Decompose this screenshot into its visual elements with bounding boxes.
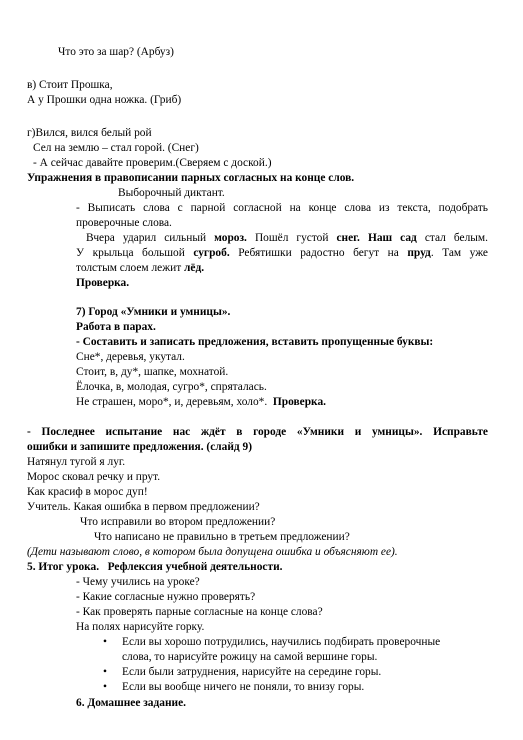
exercise-heading: Упражнения в правописании парных согласных на конце слов.	[27, 172, 355, 184]
draw-hill-instruction: На полях нарисуйте горку.	[76, 621, 205, 633]
riddle-g-line2: Сел на землю – стал горой. (Снег)	[33, 142, 199, 154]
text-segment: толстым слоем лежит	[76, 262, 185, 274]
error-sentence-1: Натянул тугой я луг.	[27, 456, 126, 468]
riddle-v-line2: А у Прошки одна ножка. (Гриб)	[27, 94, 182, 106]
sentence-4-text: Не страшен, моро*, и, деревьям, холо*.	[76, 396, 268, 408]
exercise-check-label: Проверка.	[76, 277, 130, 289]
word-sugrob: сугроб.	[193, 247, 230, 259]
word-sneg: снег.	[336, 232, 360, 244]
sentence-2: Стоит, в, ду*, шапке, мохнатой.	[76, 366, 229, 378]
bullet-icon: •	[103, 666, 107, 678]
dictation-title: Выборочный диктант.	[118, 187, 225, 199]
riddle-check-line: - А сейчас давайте проверим.(Сверяем с доской.)	[33, 157, 272, 169]
word-moroz: мороз.	[214, 232, 247, 244]
text-segment: Вчера ударил сильный	[86, 232, 215, 244]
text-segment: Ребятишки радостно бегут на	[229, 247, 408, 259]
riddle-answer-line: Что это за шар? (Арбуз)	[58, 46, 174, 58]
dictation-text-line1	[76, 231, 488, 246]
task-line2: проверочные слова.	[76, 217, 172, 229]
reflection-item-1-line1: Если вы хорошо потрудились, научились подбирать проверочные	[122, 636, 441, 648]
task-line1: - Выписать слова с парной согласной на конце слова из текста, подобрать	[76, 202, 488, 214]
reflection-item-1-line2: слова, то нарисуйте рожицу на самой вершине горы.	[122, 651, 378, 663]
text-segment: У крыльца большой	[76, 247, 194, 259]
word-sad: Наш сад	[367, 232, 417, 244]
word-prud: пруд	[407, 247, 431, 259]
summary-heading	[27, 560, 282, 575]
city-title: 7) Город «Умники и умницы».	[76, 306, 231, 318]
dictation-text-line2	[76, 246, 488, 261]
sentence-3: Ёлочка, в, молодая, сугро*, спряталась.	[76, 381, 267, 393]
summary-question-2: - Какие согласные нужно проверять?	[76, 591, 256, 603]
pairs-work-label: Работа в парах.	[76, 321, 156, 333]
teacher-question-2: Что исправили во втором предложении?	[80, 516, 276, 528]
summary-question-3: - Как проверять парные согласные на конце слова?	[76, 606, 323, 618]
text-segment: Пошёл густой	[246, 232, 337, 244]
summary-question-1: - Чему учились на уроке?	[76, 576, 200, 588]
teacher-question-3: Что написано не правильно в третьем предложении?	[94, 531, 350, 543]
sentence-1: Сне*, деревья, укутал.	[76, 351, 185, 363]
riddle-v-line1: в) Стоит Прошка,	[27, 79, 113, 91]
summary-heading-text: Рефлексия учебной деятельности.	[107, 561, 283, 573]
bullet-icon: •	[103, 681, 107, 693]
sentence-4-check: Проверка.	[272, 396, 326, 408]
sentence-4	[76, 395, 326, 410]
children-note: (Дети называют слово, в котором была допущена ошибка и объясняют ее).	[27, 546, 398, 558]
reflection-item-2: Если были затруднения, нарисуйте на середине горы.	[122, 666, 382, 678]
riddle-g-line1: г)Вился, вился белый рой	[27, 127, 152, 139]
text-segment: . Там уже	[430, 247, 488, 259]
city-task: - Составить и записать предложения, вставить пропущенные буквы:	[76, 336, 434, 348]
last-test-line2: ошибки и запишите предложения. (слайд 9)	[27, 441, 252, 453]
error-sentence-2: Морос сковал речку и прут.	[27, 471, 161, 483]
summary-heading-number: 5. Итог урока.	[27, 561, 100, 573]
text-segment: стал белым.	[416, 232, 488, 244]
word-led: лёд.	[184, 262, 205, 274]
homework-heading: 6. Домашнее задание.	[76, 697, 186, 709]
error-sentence-3: Как красиф в морос дуп!	[27, 486, 148, 498]
teacher-question-1: Учитель. Какая ошибка в первом предложении?	[27, 501, 260, 513]
text-segment	[360, 232, 368, 244]
bullet-icon: •	[103, 636, 107, 648]
dictation-text-line3	[76, 261, 204, 276]
last-test-line1: - Последнее испытание нас ждёт в городе «Умники и умницы». Исправьте	[27, 426, 488, 438]
reflection-item-3: Если вы вообще ничего не поняли, то внизу горы.	[122, 681, 365, 693]
